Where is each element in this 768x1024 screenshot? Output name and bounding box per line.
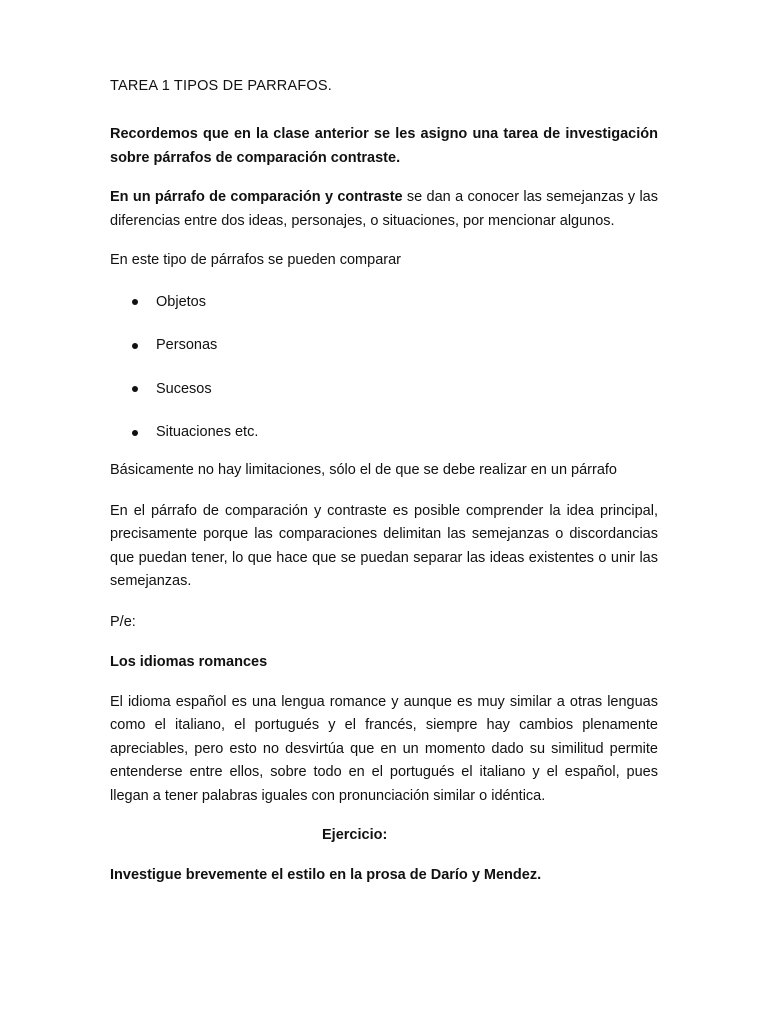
example-label: P/e: [110, 613, 136, 630]
bullet-icon [132, 386, 138, 392]
definition-rest: se dan a conocer las semejanzas y las diferencias entre dos ideas, personajes, o situaciones, por mencionar algunos. [110, 189, 658, 229]
list-intro-paragraph: En este tipo de párrafos se pueden comparar [110, 252, 401, 268]
list-item-label: Sucesos [156, 380, 212, 397]
limits-paragraph: Básicamente no hay limitaciones, sólo el de que se debe realizar en un párrafo [110, 462, 617, 478]
comparison-list [110, 291, 658, 445]
exercise-heading: Ejercicio: [322, 827, 388, 843]
intro-paragraph: Recordemos que en la clase anterior se les asigno una tarea de investigación sobre párrafos de comparación contraste. [110, 126, 658, 166]
definition-paragraph [110, 186, 658, 233]
list-item [110, 378, 658, 401]
bullet-icon [132, 343, 138, 349]
main-idea-paragraph: En el párrafo de comparación y contraste es posible comprender la idea principal, precisamente porque las comparaciones delimitan las semejanzas o discordancias que puedan tener, lo que hace que se puedan separar las ideas existentes o unir las semejanzas. [110, 502, 658, 589]
list-item-label: Situaciones etc. [156, 424, 259, 440]
definition-lead: En un párrafo de comparación y contraste [110, 189, 403, 205]
document-title: TAREA 1 TIPOS DE PARRAFOS. [110, 78, 332, 94]
list-item [110, 334, 658, 357]
example-paragraph: El idioma español es una lengua romance y aunque es muy similar a otras lenguas como el italiano, el portugués y el francés, siempre hay cambios plenamente apreciables, pero esto no desvirtúa que en un momento dado su similitud permite entenderse entre ellos, sobre todo en el portugués el italiano y el español, pues llegan a tener palabras iguales con pronunciación similar o idéntica. [110, 693, 658, 804]
example-title: Los idiomas romances [110, 654, 268, 670]
list-item [110, 291, 658, 314]
bullet-icon [132, 430, 138, 436]
task-paragraph: Investigue brevemente el estilo en la prosa de Darío y Mendez. [110, 866, 542, 883]
bullet-icon [132, 299, 138, 305]
list-item-label: Objetos [156, 293, 206, 310]
document-page [110, 72, 658, 887]
list-item [110, 421, 658, 444]
list-item-label: Personas [156, 337, 218, 353]
